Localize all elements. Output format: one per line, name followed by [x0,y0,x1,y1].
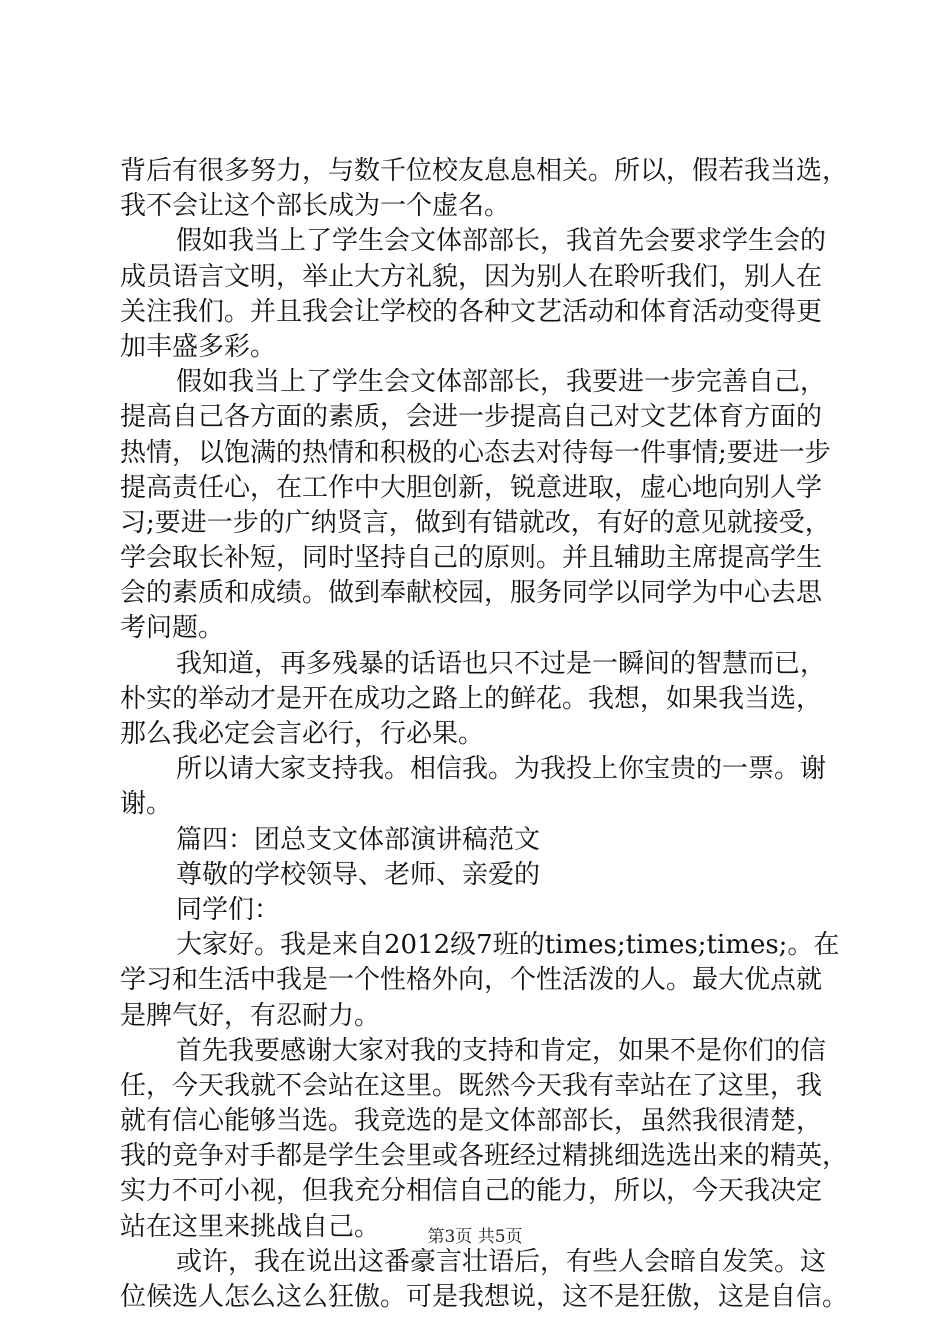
text-line: 学习和生活中我是一个性格外向，个性活泼的人。最大优点就 [120,965,823,996]
text-line: 就有信心能够当选。我竞选的是文体部部长，虽然我很清楚， [120,1106,823,1137]
text-line: 位候选人怎么这么狂傲。可是我想说，这不是狂傲，这是自信。 [120,1282,849,1312]
text-line: 大家好。我是来自2012级7班的times;times;times;。在 [176,930,840,961]
text-line: 谢。 [120,789,173,820]
text-line: 所以请大家支持我。相信我。为我投上你宝贵的一票。谢 [176,754,827,785]
text-line: 考问题。 [120,613,225,644]
text-line: 首先我要感谢大家对我的支持和肯定，如果不是你们的信 [176,1035,827,1066]
text-line: 那么我必定会言必行，行必果。 [120,719,485,749]
text-line: 我知道，再多残暴的话语也只不过是一瞬间的智慧而已， [176,648,827,679]
text-line: 尊敬的学校领导、老师、亲爱的 [176,859,541,890]
text-line: 我的竞争对手都是学生会里或各班经过精挑细选选出来的精英， [120,1141,849,1172]
text-line: 假如我当上了学生会文体部部长，我首先会要求学生会的 [176,226,827,257]
page-footer: 第3页 共5页 [427,1227,523,1247]
text-line: 同学们： [176,894,281,925]
text-line: 篇四：团总支文体部演讲稿范文 [176,824,541,855]
text-line: 朴实的举动才是开在成功之路上的鲜花。我想，如果我当选， [120,683,823,714]
text-line: 假如我当上了学生会文体部部长，我要进一步完善自己， [176,367,827,398]
text-line: 背后有很多努力，与数千位校友息息相关。所以，假若我当选， [120,156,849,186]
text-line: 会的素质和成绩。做到奉献校园，服务同学以同学为中心去思 [120,578,823,609]
body-text [120,154,850,1315]
text-line: 提高自己各方面的素质，会进一步提高自己对文艺体育方面的 [120,402,823,433]
text-line: 是脾气好，有忍耐力。 [120,1000,381,1031]
text-line: 热情，以饱满的热情和积极的心态去对待每一件事情;要进一步 [120,437,831,468]
text-line: 站在这里来挑战自己。 [120,1211,381,1242]
text-line: 提高责任心，在工作中大胆创新，锐意进取，虚心地向别人学 [120,472,823,503]
text-line: 我不会让这个部长成为一个虚名。 [120,191,511,222]
text-line: 习;要进一步的广纳贤言，做到有错就改，有好的意见就接受， [120,507,831,538]
text-line: 任，今天我就不会站在这里。既然今天我有幸站在了这里，我 [120,1070,823,1101]
text-line: 实力不可小视，但我充分相信自己的能力，所以，今天我决定 [120,1176,823,1207]
text-line: 学会取长补短，同时坚持自己的原则。并且辅助主席提高学生 [120,543,823,574]
text-line: 关注我们。并且我会让学校的各种文艺活动和体育活动变得更 [120,296,823,327]
text-line: 加丰盛多彩。 [120,331,277,362]
text-line: 成员语言文明，举止大方礼貌，因为别人在聆听我们，别人在 [120,261,823,292]
text-line: 或许，我在说出这番豪言壮语后，有些人会暗自发笑。这 [176,1246,827,1277]
